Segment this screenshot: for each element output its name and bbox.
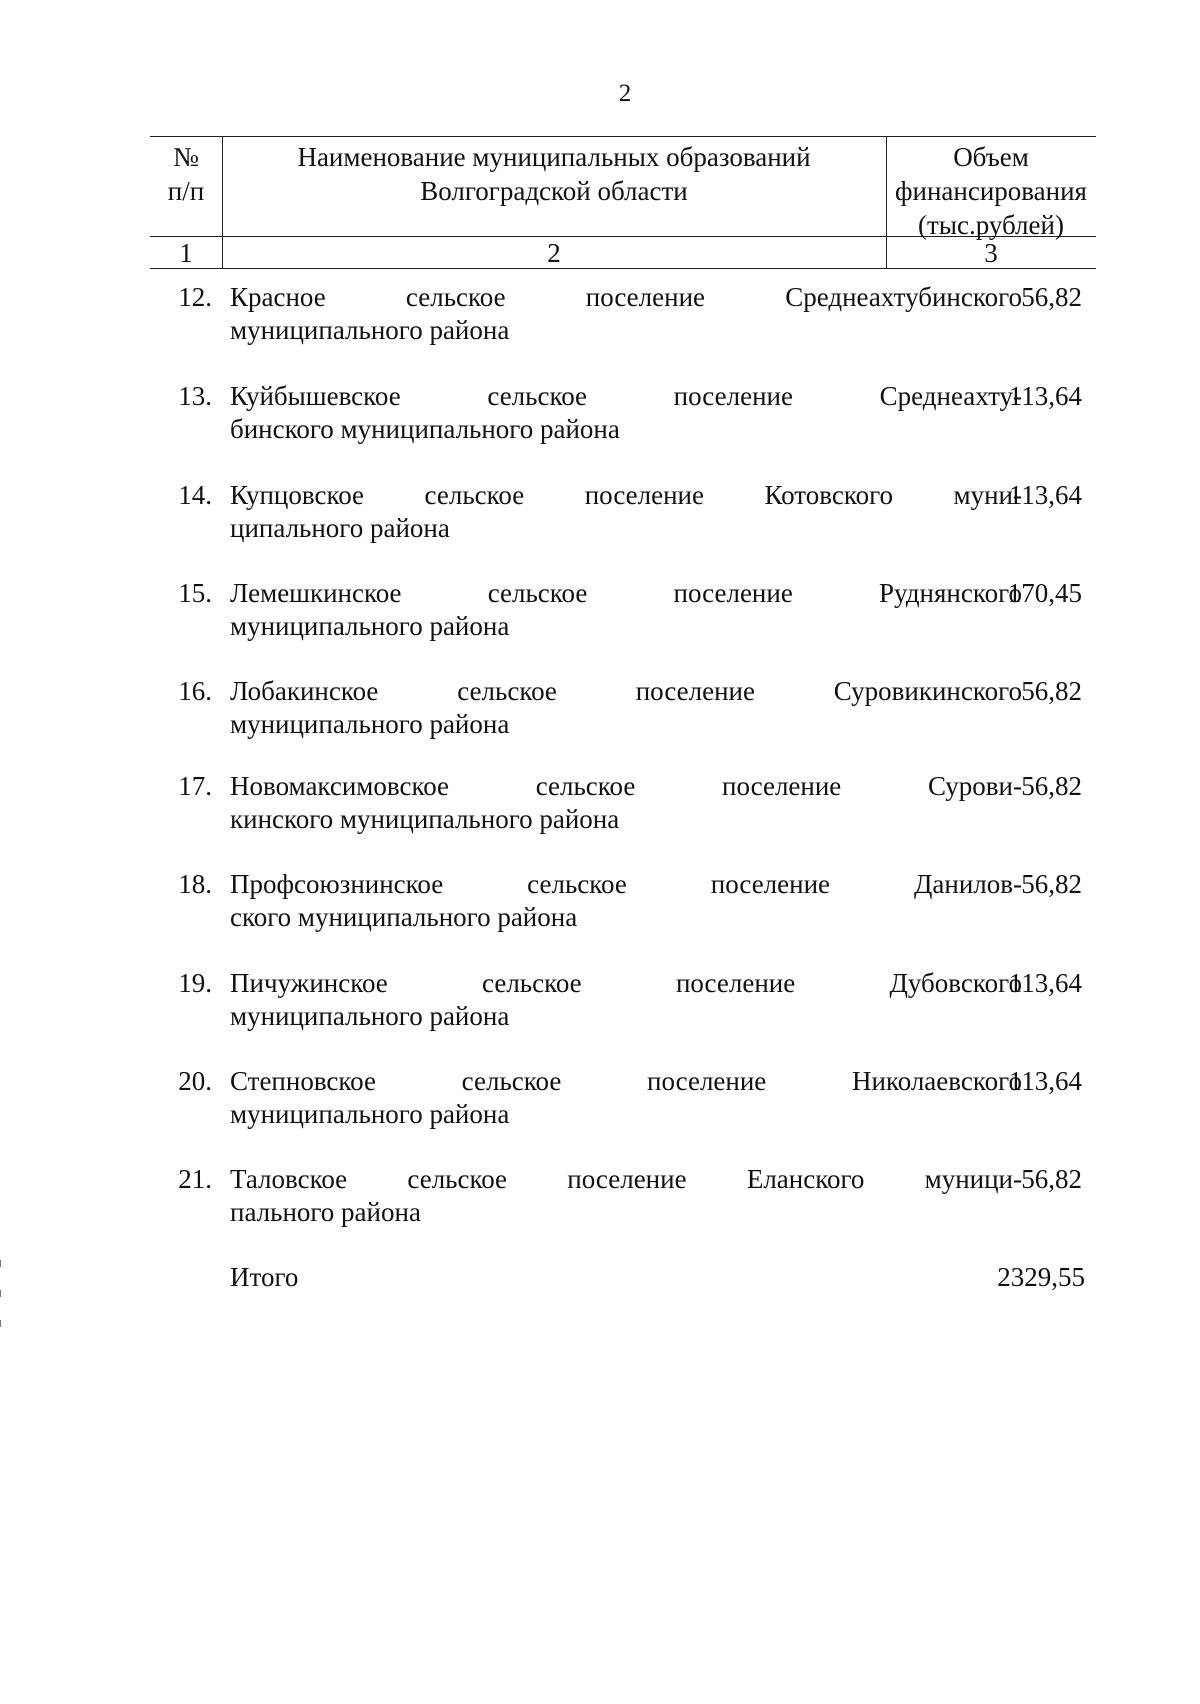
row-amount: 56,82 [1021, 676, 1082, 706]
row-name-line: ского муниципального района [230, 902, 578, 932]
row-name [230, 967, 1022, 1033]
row-name-line: муниципального района [230, 1099, 510, 1129]
row-number: 15. [178, 578, 212, 608]
row-number: 16. [178, 676, 212, 706]
scan-margin-mark [0, 1320, 1, 1327]
row-name-line: Красное сельское поселение Среднеахтубинского [230, 282, 1022, 312]
table-row [150, 281, 1085, 361]
row-name-line: бинского муниципального района [230, 414, 620, 444]
column-number: 2 [547, 238, 561, 268]
header-top-rule [150, 136, 1096, 137]
row-name-line: Профсоюзнинское сельское поселение Данилов- [230, 869, 1022, 899]
row-amount: 113,64 [1008, 381, 1082, 411]
table-row [150, 380, 1085, 460]
row-name [230, 770, 1022, 836]
table-row [150, 1065, 1085, 1145]
header-amount-line: Объем [953, 142, 1029, 172]
total-amount: 2329,55 [997, 1262, 1085, 1292]
table-row [150, 577, 1085, 657]
row-name-line: Степновское сельское поселение Николаевского [230, 1066, 1022, 1096]
row-name-line: Куйбышевское сельское поселение Среднеахту- [230, 381, 1022, 411]
row-name-line: муниципального района [230, 315, 510, 345]
table-row [150, 770, 1085, 850]
row-number: 14. [178, 480, 212, 510]
column-number: 3 [984, 238, 998, 268]
row-name-line: Новомаксимовское сельское поселение Сурови- [230, 771, 1022, 801]
scan-margin-mark [0, 1290, 1, 1297]
header-amount-line: (тыс.рублей) [918, 210, 1064, 240]
row-number: 19. [178, 968, 212, 998]
row-name-line: муниципального района [230, 709, 510, 739]
table-row [150, 1163, 1085, 1243]
row-amount: 113,64 [1008, 1066, 1082, 1096]
row-name-line: муниципального района [230, 611, 510, 641]
row-amount: 56,82 [1021, 869, 1082, 899]
row-name-line: муниципального района [230, 1001, 510, 1031]
header-number [150, 140, 222, 208]
row-name [230, 1163, 1022, 1229]
scan-margin-mark [0, 1260, 1, 1267]
row-amount: 56,82 [1021, 282, 1082, 312]
row-name-line: Таловское сельское поселение Еланского муници- [230, 1164, 1022, 1194]
header-name [222, 140, 886, 208]
row-name [230, 1065, 1022, 1131]
header-amount [886, 140, 1096, 242]
row-name-line: Лемешкинское сельское поселение Руднянского [230, 578, 1022, 608]
table-row [150, 479, 1085, 559]
row-number: 12. [178, 282, 212, 312]
row-amount: 56,82 [1021, 1164, 1082, 1194]
column-number: 1 [179, 238, 193, 268]
header-name-line: Наименование муниципальных образований [297, 142, 811, 172]
row-number: 13. [178, 381, 212, 411]
row-name [230, 675, 1022, 741]
header-number-line: п/п [167, 176, 205, 206]
row-name-line: кинского муниципального района [230, 804, 620, 834]
table-row [150, 868, 1085, 948]
row-amount: 56,82 [1021, 771, 1082, 801]
row-name-line: ципального района [230, 513, 450, 543]
row-number: 21. [178, 1164, 212, 1194]
row-name [230, 479, 1022, 545]
row-name-line: Пичужинское сельское поселение Дубовского [230, 968, 1022, 998]
table-row [150, 675, 1085, 755]
row-number: 17. [178, 771, 212, 801]
row-name [230, 868, 1022, 934]
page-number: 2 [618, 80, 632, 107]
header-name-line: Волгоградской области [420, 176, 688, 206]
row-name-line: Купцовское сельское поселение Котовского муни- [230, 480, 1022, 510]
row-amount: 113,64 [1008, 968, 1082, 998]
row-number: 20. [178, 1066, 212, 1096]
row-amount: 170,45 [1007, 578, 1082, 608]
row-amount: 113,64 [1008, 480, 1082, 510]
header-number-line: № [173, 142, 199, 172]
row-name [230, 577, 1022, 643]
row-name [230, 281, 1022, 347]
row-number: 18. [178, 869, 212, 899]
row-name [230, 380, 1022, 446]
row-name-line: пального района [230, 1197, 421, 1227]
header-amount-line: финансирования [895, 176, 1087, 206]
total-label: Итого [230, 1262, 299, 1292]
row-name-line: Лобакинское сельское поселение Суровикинского [230, 676, 1022, 706]
table-row [150, 967, 1085, 1047]
